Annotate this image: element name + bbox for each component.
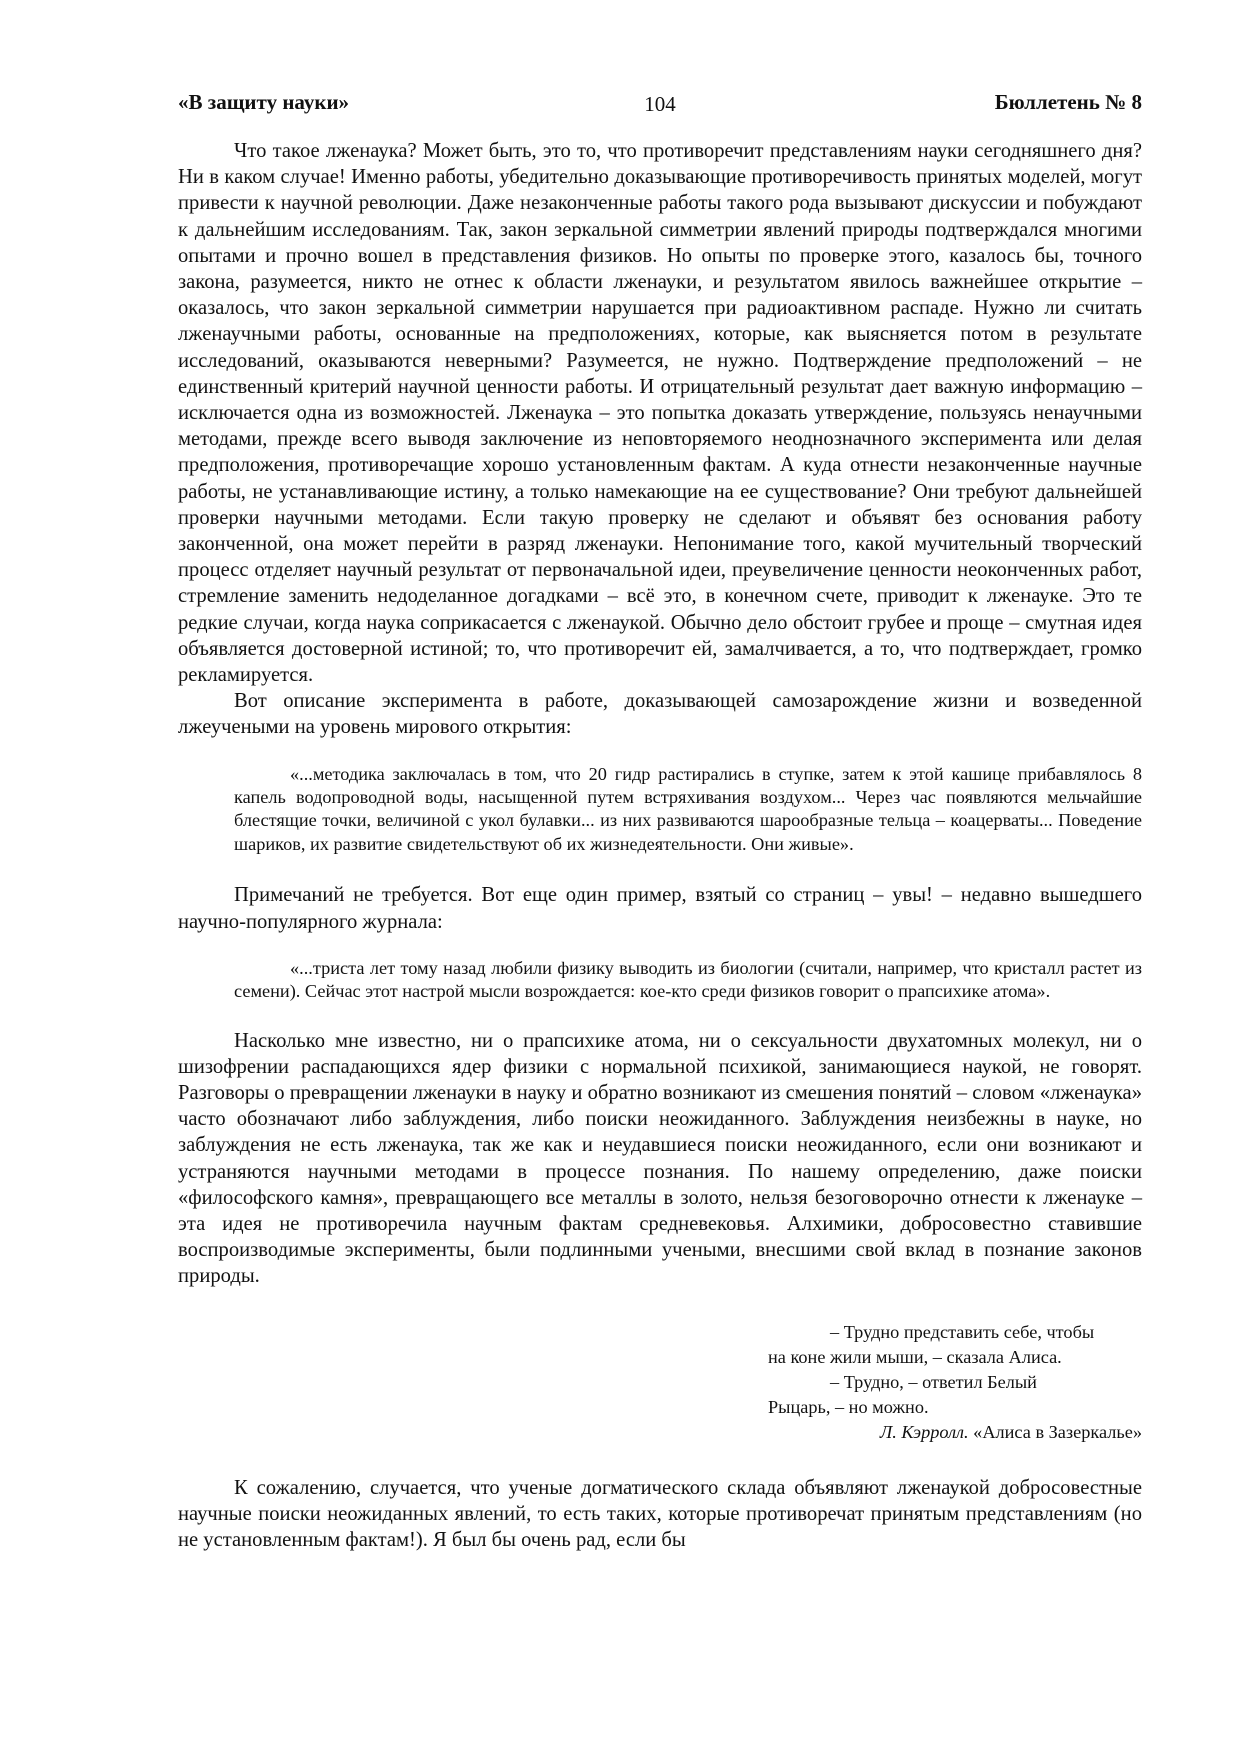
article-body: [178, 138, 1142, 1553]
running-header: [178, 84, 1142, 124]
paragraph-4: Насколько мне известно, ни о прапсихике атома, ни о сексуальности двухатомных молекул, ни о шизофрении распадающихся ядер физики с нормальной психикой, занимающиеся наукой, не говорят. Разговоры о превращении лженауки в науку и обратно возникают из смешения понятий – словом «лженаука» часто обозначают либо заблуждения, либо поиски неожиданного. Заблуждения неизбежны в науке, но заблуждения не есть лженаука, так же как и неудавшиеся поиски неожиданного, если они возникают и устраняются научными методами в процессе познания. По нашему определению, даже поиски «философского камня», превращающего все металлы в золото, нельзя безоговорочно отнести к лженауке – эта идея не противоречила научным фактам средневековья. Алхимики, добросовестно ставившие воспроизводимые эксперименты, были подлинными учеными, внесшими свой вклад в познание законов природы.: [178, 1029, 1142, 1288]
epigraph-author: Л. Кэрролл.: [879, 1421, 969, 1442]
paragraph-1: Что такое лженаука? Может быть, это то, что противоречит представлениям науки сегодняшнего дня? Ни в каком случае! Именно работы, убедительно доказывающие противоречивость принятых моделей, могут привести к научной революции. Даже незаконченные работы такого рода вызывают дискуссии и побуждают к дальнейшим исследованиям. Так, закон зеркальной симметрии явлений природы подтверждался многими опытами и прочно вошел в представления физиков. Но опыты по проверке этого, казалось бы, точного закона, разумеется, никто не отнес к области лженауки, и результатом явилось важнейшее открытие – оказалось, что закон зеркальной симметрии нарушается при радиоактивном распаде. Нужно ли считать лженаучными работы, основанные на предположениях, которые, как выясняется потом в результате исследований, оказываются неверными? Разумеется, не нужно. Подтверждение предположений – не единственный критерий научной ценности работы. И отрицательный результат дает важную информацию – исключается одна из возможностей. Лженаука – это попытка доказать утверждение, пользуясь ненаучными методами, прежде всего выводя заключение из неповторяемого неоднозначного эксперимента или делая предположения, противоречащие хорошо установленным фактам. А куда отнести незаконченные научные работы, не устанавливающие истину, а только намекающие на ее существование? Они требуют дальнейшей проверки научными методами. Если такую проверку не сделают и объявят без основания работу законченной, она может перейти в разряд лженауки. Непонимание того, какой мучительный творческий процесс отделяет научный результат от первоначальной идеи, преувеличение ценности неоконченных работ, стремление заменить недоделанное догадками – всё это, в конечном счете, приводит к лженауке. Это те редкие случаи, когда наука соприкасается с лженаукой. Обычно дело обстоит грубее и проще – смутная идея объявляется достоверной истиной; то, что противоречит ей, замалчивается, а то, что подтверждает, громко рекламируется.: [178, 140, 1142, 687]
quotation-2: «...триста лет тому назад любили физику выводить из биологии (считали, например, что кристалл растет из семени). Сейчас этот настрой мысли возрождается: кое-кто среди физиков говорит о прапсихике атома».: [234, 957, 1142, 1002]
epigraph-line-4: Рыцарь, – но можно.: [768, 1396, 929, 1417]
epigraph-source: [768, 1420, 1142, 1445]
paragraph-3: Примечаний не требуется. Вот еще один пример, взятый со страниц – увы! – недавно вышедшего научно-популярного журнала:: [178, 884, 1142, 933]
paragraph-5: К сожалению, случается, что ученые догматического склада объявляют лженаукой добросовестные научные поиски неожиданных явлений, то есть таких, которые противоречат принятым представлениям (но не установленным фактам!). Я был бы очень рад, если бы: [178, 1476, 1142, 1551]
epigraph-line-3: – Трудно, – ответил Белый: [830, 1371, 1037, 1392]
quotation-1: «...методика заключалась в том, что 20 гидр растирались в ступке, затем к этой кашице прибавлялось 8 капель водопроводной воды, насыщенной путем встряхивания воздухом... Через час появляются мельчайшие блестящие точки, величиной с укол булавки... из них развиваются шарообразные тельца – коацерваты... Поведение шариков, их развитие свидетельствуют об их жизнедеятельности. Они живые».: [234, 763, 1142, 854]
paragraph-2: Вот описание эксперимента в работе, доказывающей самозарождение жизни и возведенной лжеучеными на уровень мирового открытия:: [178, 690, 1142, 739]
page-number: 104: [644, 92, 676, 116]
bulletin-number: Бюллетень № 8: [994, 90, 1142, 114]
epigraph: [768, 1320, 1142, 1445]
epigraph-work: «Алиса в Зазеркалье»: [973, 1421, 1142, 1442]
epigraph-line-1: – Трудно представить себе, чтобы: [830, 1321, 1095, 1342]
journal-title: «В защиту науки»: [178, 90, 350, 114]
epigraph-line-2: на коне жили мыши, – сказала Алиса.: [768, 1346, 1062, 1367]
document-page: [178, 84, 1142, 1553]
